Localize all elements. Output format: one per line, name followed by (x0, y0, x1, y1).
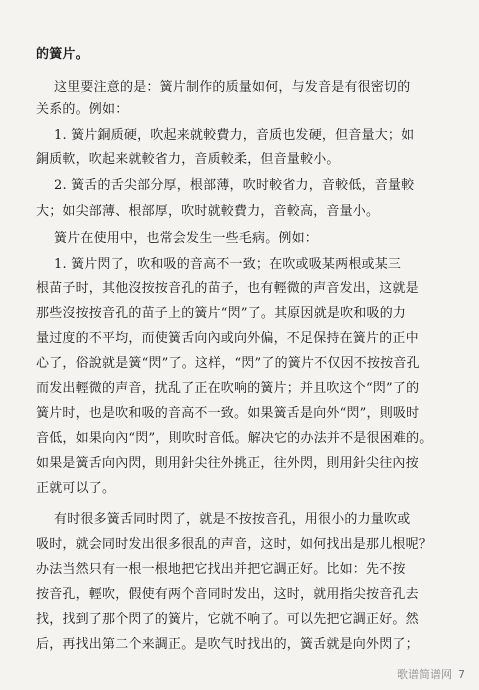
text-line: 銅质軟，吹起来就較省力，音质較柔，但音量較小。 (36, 152, 340, 167)
text-line: 吸时，就会同时发出很多很乱的声音，这时，如何找出是那儿根呢？ (36, 537, 433, 552)
text-line: 如果是簧舌向內閃，則用針尖往外挑正，往外閃，則用針尖往內按 (36, 456, 419, 471)
text-line: 心了，俗說就是簧“閃”了。这样，“閃”了的簧片不仅因不按按音孔 (36, 356, 420, 371)
text-line: 正就可以了。 (36, 481, 116, 496)
page-number: 7 (458, 668, 465, 681)
text-line: 音低，如果向內“閃”，則吹时音低。解决它的办法并不是很困难的。 (36, 431, 433, 446)
text-line: 找，找到了那个閃了的簧片，它就不响了。可以先把它調正好。然 (36, 612, 419, 627)
text-line: 有时很多簧舌同时閃了，就是不按按音孔，用很小的力量吹或 (54, 512, 411, 527)
text-line: 后，再找出第二个来調正。是吹气时找出的，簧舌就是向外閃了； (36, 637, 419, 652)
text-line: 根苗子时，其他沒按按音孔的苗子，也有輕微的声音发出，这就是 (36, 281, 419, 296)
text-line: 而发出輕微的声音，扰乱了正在吹响的簧片；并且吹这个“閃”了的 (36, 381, 420, 396)
text-line: 关系的。例如： (36, 102, 129, 117)
text-line: 这里要注意的是：簧片制作的质量如何，与发音是有很密切的 (54, 80, 411, 95)
text-line: 量过度的不平均，而使簧舌向內或向外偏，不足保持在簧片的正中 (36, 331, 419, 346)
text-line: 那些沒按按音孔的苗子上的簧片“閃”了。其原因就是吹和吸的力 (36, 306, 407, 321)
text-line: 簧片时，也是吹和吸的音高不一致。如果簧舌是向外“閃”，則吸时 (36, 406, 420, 421)
text-line: 办法当然只有一根一根地把它找出并把它調正好。比如：先不按 (36, 562, 406, 577)
text-line: 的簧片。 (36, 47, 89, 62)
text-line: 1. 簧片銅质硬，吹起来就較費力，音质也发硬，但音量大；如 (54, 128, 415, 143)
text-line: 簧片在使用中，也常会发生一些毛病。例如： (54, 231, 319, 246)
text-line: 大；如尖部薄、根部厚，吹时就較費力，音較高，音量小。 (36, 204, 380, 219)
page-footer (397, 666, 465, 682)
site-watermark: 歌谱简谱网 (397, 668, 452, 681)
text-line: 按音孔，輕吹，假使有两个音同时发出，这时，就用指尖按音孔去 (36, 587, 419, 602)
text-line: 1. 簧片閃了，吹和吸的音高不一致；在吹或吸某两根或某三 (54, 257, 402, 272)
text-line: 2. 簧舌的舌尖部分厚，根部薄，吹时較省力，音較低，音量較 (54, 178, 415, 193)
